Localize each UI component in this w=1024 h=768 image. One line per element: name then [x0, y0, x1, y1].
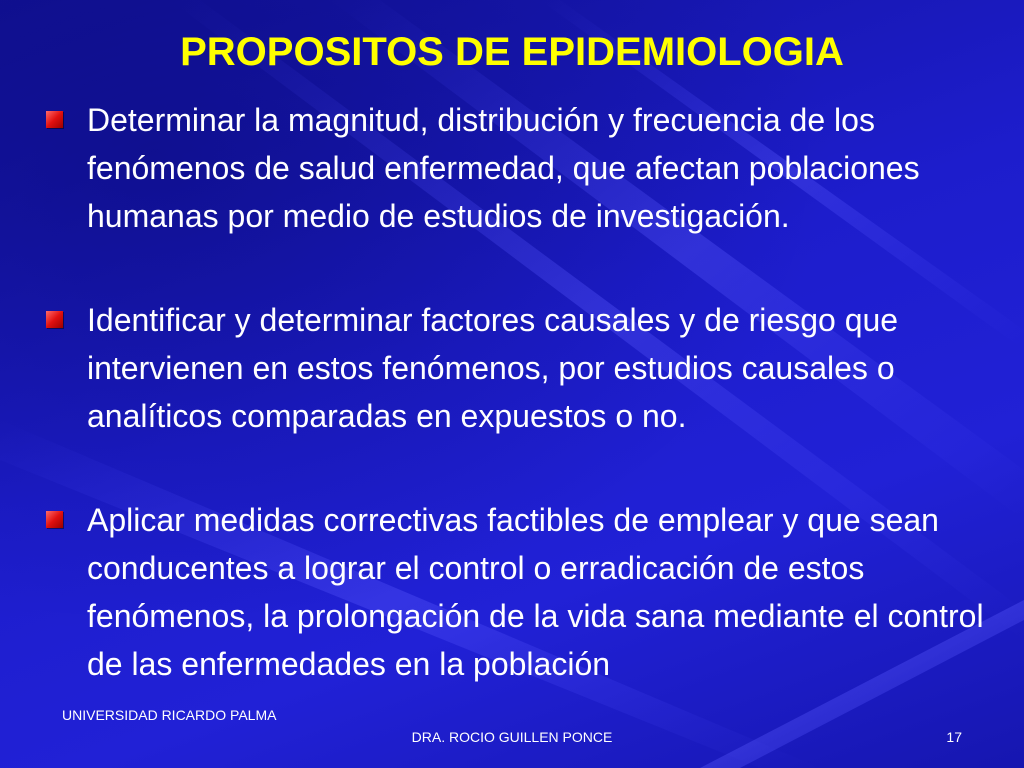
footer-author: DRA. ROCIO GUILLEN PONCE	[411, 729, 613, 745]
footer-institution: UNIVERSIDAD RICARDO PALMA	[62, 707, 277, 723]
bullet-text: Determinar la magnitud, distribución y frecuencia de los fenómenos de salud enfermedad, que afectan poblaciones humanas por medio de estudios de investigación.	[87, 102, 920, 234]
square-bullet-icon	[46, 311, 63, 328]
square-bullet-icon	[46, 511, 63, 528]
slide-number: 17	[946, 729, 962, 745]
bullet-text: Identificar y determinar factores causales y de riesgo que intervienen en estos fenómenos, por estudios causales o analíticos comparadas en expuestos o no.	[87, 302, 899, 434]
slide-title: PROPOSITOS DE EPIDEMIOLOGIA	[180, 30, 844, 74]
bullet-text: Aplicar medidas correctivas factibles de emplear y que sean conducentes a lograr el control o erradicación de estos fenómenos, la prolongación de la vida sana mediante el control de las enfermedades en la población	[87, 502, 984, 682]
square-bullet-icon	[46, 111, 63, 128]
